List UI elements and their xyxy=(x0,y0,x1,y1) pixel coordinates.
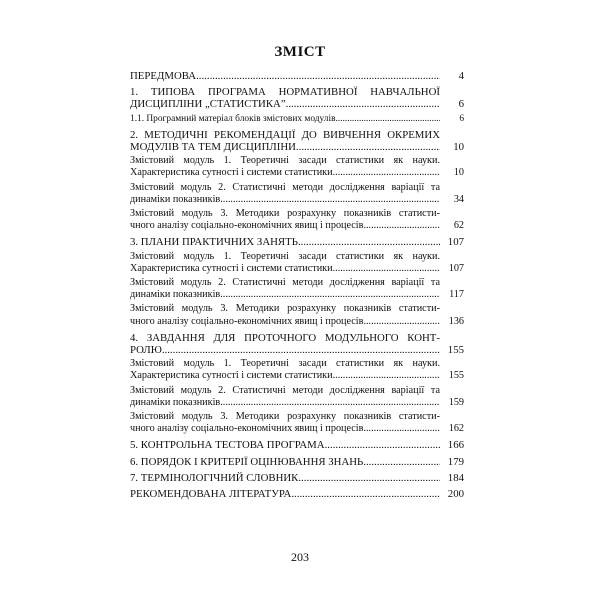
toc-leader-dots xyxy=(220,397,440,409)
toc-entry xyxy=(130,332,464,356)
toc-page-number: 179 xyxy=(447,455,464,468)
toc-entry xyxy=(130,182,464,206)
toc-page-number: 10 xyxy=(453,141,464,154)
toc-page-number: 6 xyxy=(459,113,464,124)
toc-entry xyxy=(130,358,464,382)
toc-page-number: 155 xyxy=(447,344,464,357)
toc-page-number: 200 xyxy=(447,488,464,501)
toc-entry xyxy=(130,208,464,232)
toc-entry-line: Змістовий модуль 3. Методики розрахунку показників статисти- xyxy=(130,303,440,315)
toc-entry-title: чного аналізу соціально-економічних явищ і процесів xyxy=(130,315,364,327)
toc-entry-title: МОДУЛІВ ТА ТЕМ ДИСЦИПЛІНИ xyxy=(130,141,296,154)
toc-entry-line: 2. МЕТОДИЧНІ РЕКОМЕНДАЦІЇ ДО ВИВЧЕННЯ ОКРЕМИХ xyxy=(130,128,440,141)
toc-leader-dots xyxy=(325,439,440,451)
toc-entry xyxy=(130,456,464,468)
toc-page-number: 162 xyxy=(448,423,464,435)
page-number: 203 xyxy=(291,550,309,564)
toc-page-number: 166 xyxy=(447,439,464,452)
toc-entry-line: Змістовий модуль 2. Статистичні методи дослідження варіації та xyxy=(130,181,440,193)
toc-entry-line: Змістовий модуль 1. Теоретичні засади статистики як науки. xyxy=(130,358,440,370)
toc-entry-line: Змістовий модуль 3. Методики розрахунку показників статисти- xyxy=(130,208,440,220)
toc-entry-title: 3. ПЛАНИ ПРАКТИЧНИХ ЗАНЯТЬ xyxy=(130,236,298,249)
toc-leader-dots xyxy=(333,167,440,179)
toc-leader-dots xyxy=(291,488,440,500)
toc-entry xyxy=(130,129,464,153)
toc-page-number: 107 xyxy=(448,262,464,274)
toc-entry xyxy=(130,70,464,82)
toc-leader-dots xyxy=(363,423,440,435)
table-of-contents xyxy=(130,70,464,500)
toc-entry-line: 4. ЗАВДАННЯ ДЛЯ ПРОТОЧНОГО МОДУЛЬНОГО КОНТ- xyxy=(130,331,440,344)
toc-entry-title: РЕКОМЕНДОВАНА ЛІТЕРАТУРА xyxy=(130,488,292,501)
toc-entry-title: динаміки показників xyxy=(130,193,221,205)
toc-entry-title: чного аналізу соціально-економічних явищ і процесів xyxy=(130,423,364,435)
toc-entry xyxy=(130,251,464,275)
toc-leader-dots xyxy=(333,263,440,275)
toc-page-number: 4 xyxy=(458,70,464,82)
toc-entry-line: Змістовий модуль 2. Статистичні методи дослідження варіації та xyxy=(130,277,440,289)
toc-entry-title: чного аналізу соціально-економічних явищ і процесів xyxy=(130,220,364,232)
toc-entry-title: ПЕРЕДМОВА xyxy=(130,70,197,82)
toc-entry-title: 7. ТЕРМІНОЛОГІЧНИЙ СЛОВНИК xyxy=(130,471,299,484)
toc-leader-dots xyxy=(363,316,440,328)
toc-page-number: 6 xyxy=(458,98,464,111)
toc-leader-dots xyxy=(363,456,440,468)
toc-page-number: 34 xyxy=(453,193,464,205)
toc-entry-line: Змістовий модуль 2. Статистичні методи дослідження варіації та xyxy=(130,384,440,396)
toc-entry-title: Характеристика сутності і системи статистики xyxy=(130,262,333,274)
toc-entry-title: 5. КОНТРОЛЬНА ТЕСТОВА ПРОГРАМА xyxy=(130,439,325,452)
toc-entry xyxy=(130,277,464,301)
page-title: ЗМІСТ xyxy=(274,44,326,60)
toc-entry xyxy=(130,155,464,179)
toc-leader-dots xyxy=(196,70,440,82)
toc-page-number: 136 xyxy=(448,315,464,327)
toc-entry-line: Змістовий модуль 1. Теоретичні засади статистики як науки. xyxy=(130,155,440,167)
toc-entry-line: 1. ТИПОВА ПРОГРАМА НОРМАТИВНОЇ НАВЧАЛЬНОЇ xyxy=(130,86,440,99)
toc-leader-dots xyxy=(220,289,440,301)
toc-entry xyxy=(130,113,464,125)
toc-page-number: 62 xyxy=(453,220,464,232)
toc-entry xyxy=(130,86,464,110)
toc-entry-title: динаміки показників xyxy=(130,289,221,301)
toc-entry-title: Характеристика сутності і системи статистики xyxy=(130,370,333,382)
toc-entry-title: Характеристика сутності і системи статистики xyxy=(130,167,333,179)
toc-leader-dots xyxy=(162,344,440,356)
toc-entry xyxy=(130,236,464,248)
toc-leader-dots xyxy=(296,141,440,153)
toc-entry-line: Змістовий модуль 3. Методики розрахунку показників статисти- xyxy=(130,411,440,423)
toc-leader-dots xyxy=(298,472,440,484)
toc-page-number: 107 xyxy=(447,236,464,249)
toc-entry-title: 1.1. Програмний матеріал блоків змістових модулів xyxy=(130,113,336,124)
toc-entry xyxy=(130,385,464,409)
toc-leader-dots xyxy=(286,98,440,110)
toc-entry xyxy=(130,303,464,327)
toc-leader-dots xyxy=(298,236,440,248)
toc-entry xyxy=(130,411,464,435)
toc-entry xyxy=(130,439,464,451)
toc-page-number: 184 xyxy=(447,471,464,484)
toc-page-number: 159 xyxy=(448,396,464,408)
toc-entry-title: РОЛЮ xyxy=(130,344,162,357)
toc-entry-title: ДИСЦИПЛІНИ „СТАТИСТИКА” xyxy=(130,98,286,111)
toc-entry xyxy=(130,488,464,500)
toc-entry-line: Змістовий модуль 1. Теоретичні засади статистики як науки. xyxy=(130,250,440,262)
toc-entry-title: 6. ПОРЯДОК І КРИТЕРІЇ ОЦІНЮВАННЯ ЗНАНЬ xyxy=(130,455,364,468)
toc-leader-dots xyxy=(333,370,440,382)
toc-page-number: 117 xyxy=(449,289,464,301)
toc-leader-dots xyxy=(363,220,440,232)
toc-page-number: 10 xyxy=(453,167,464,179)
toc-entry-title: динаміки показників xyxy=(130,396,221,408)
toc-leader-dots xyxy=(220,194,440,206)
toc-leader-dots xyxy=(336,113,440,125)
toc-page-number: 155 xyxy=(448,370,464,382)
toc-entry xyxy=(130,472,464,484)
